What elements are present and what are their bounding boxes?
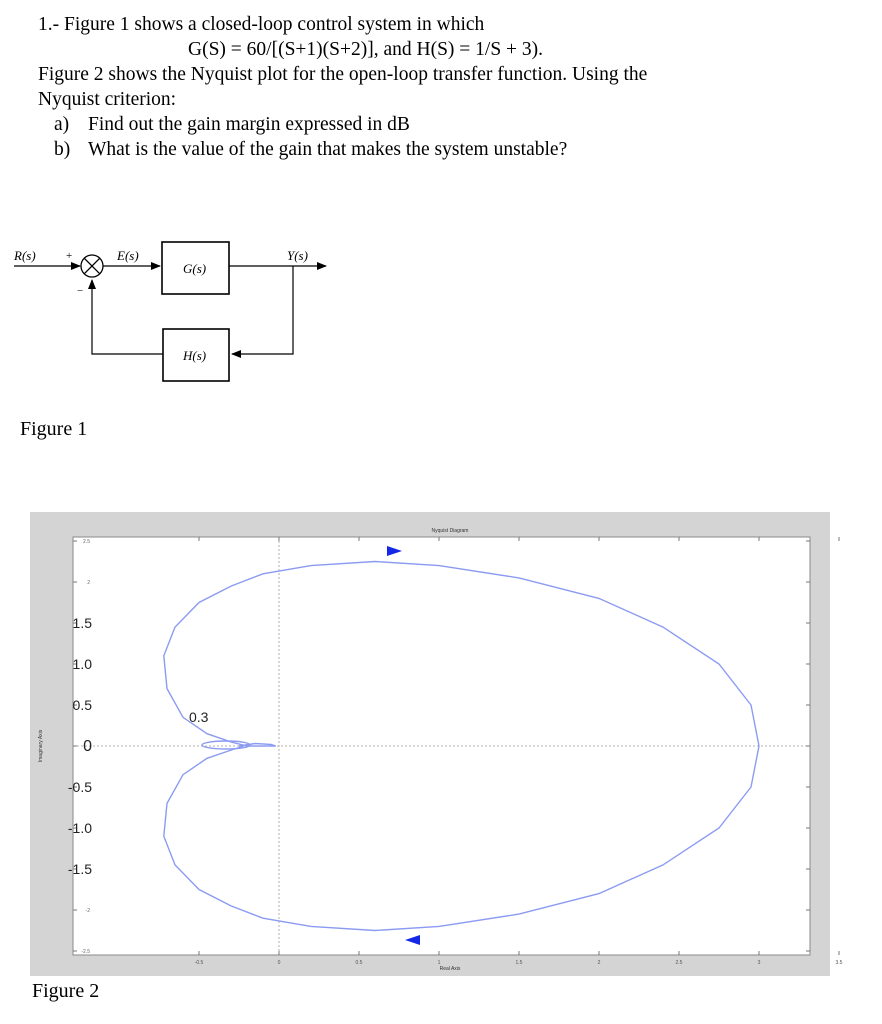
problem-line-3: Figure 2 shows the Nyquist plot for the open-loop transfer function. Using the [38,64,648,85]
x-tick-label: 1 [437,960,441,966]
error-label: E(s) [117,248,139,263]
question-b [38,137,858,162]
x-axis-label: Real Axis [439,966,461,972]
y-tick-label-small: 2 [87,580,90,586]
chart-title: Nyquist Diagram [431,528,469,534]
question-b-text: What is the value of the gain that makes the system unstable? [88,139,568,160]
x-tick-label: 1.5 [515,960,523,966]
input-label: R(s) [14,248,36,263]
output-label: Y(s) [287,248,308,263]
y-tick-label-large: -0.5 [67,779,92,795]
annotation-0-3: 0.3 [189,709,209,725]
problem-statement [38,12,858,162]
figure-1-caption: Figure 1 [20,418,88,440]
question-a-text: Find out the gain margin expressed in dB [88,114,410,135]
question-b-label: b) [54,139,71,160]
x-tick-label: 3 [757,960,761,966]
x-tick-label: 0 [277,960,281,966]
problem-line-1: 1.- Figure 1 shows a closed-loop control system in which [38,14,485,35]
y-tick-label-large: 1.0 [72,656,92,672]
feedback-branch-line [232,266,293,354]
summing-junction [81,255,103,277]
y-tick-label-small: -2.5 [81,949,90,955]
x-tick-label: 2.5 [675,960,683,966]
x-tick-label: -0.5 [194,960,204,966]
y-tick-label-large: -1.0 [67,820,92,836]
y-tick-label-large: -1.5 [67,861,92,877]
y-axis-label: Imaginary Axis [38,729,44,763]
question-a [38,112,858,137]
nyquist-chart [30,512,843,976]
y-tick-label-small: 2.5 [83,539,90,545]
plus-sign: + [66,250,73,262]
figure-2-caption: Figure 2 [32,980,100,1002]
x-tick-label: 3.5 [835,960,843,966]
feedback-return-line [92,280,163,354]
y-tick-label-large: 0 [83,738,92,755]
x-tick-label: 0.5 [355,960,363,966]
problem-line-2: G(S) = 60/[(S+1)(S+2)], and H(S) = 1/S + 3). [188,39,544,60]
y-tick-label-small: -2 [85,908,90,914]
y-tick-label-large: 0.5 [72,697,92,713]
block-diagram [0,228,360,398]
problem-line-4: Nyquist criterion: [38,89,177,110]
x-tick-label: 2 [597,960,601,966]
g-block-label: G(s) [183,261,207,276]
h-block-label: H(s) [183,348,207,363]
question-a-label: a) [54,114,70,135]
minus-sign: − [77,285,84,297]
y-tick-label-large: 1.5 [72,615,92,631]
